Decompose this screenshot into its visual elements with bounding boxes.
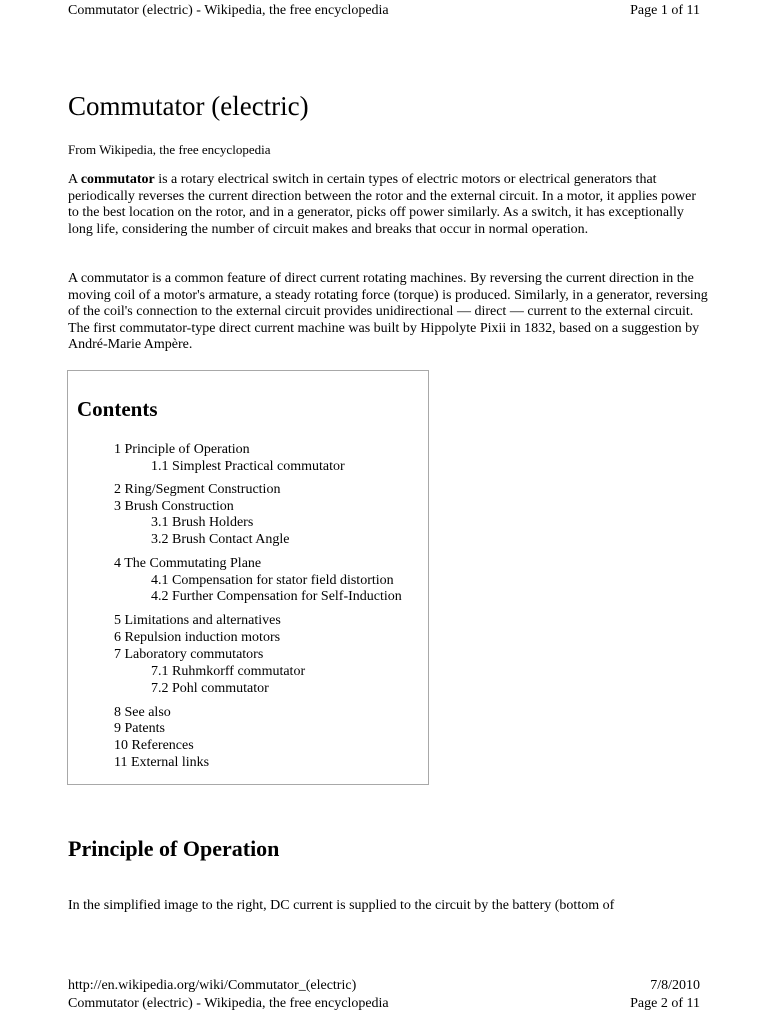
toc-item-2[interactable]: 2 Ring/Segment Construction — [114, 482, 281, 497]
section-title-principle: Principle of Operation — [68, 836, 280, 861]
intro-paragraph-2: A commutator is a common feature of direct current rotating machines. By reversing the current direction in the moving coil of a motor's armature, a steady rotating force (torque) is produced. Similarly, in a generator, reversing of the coil's connection to the external circuit provides unidirectional — direct — current to the external circuit. The first commutator-type direct current machine was built by Hippolyte Pixii in 1832, based on a suggestion by André-Marie Ampère. — [68, 271, 708, 352]
toc-item-3[interactable]: 3 Brush Construction — [114, 499, 234, 514]
toc-item-8[interactable]: 8 See also — [114, 705, 171, 720]
toc-title: Contents — [77, 397, 158, 421]
toc-item-11[interactable]: 11 External links — [114, 755, 210, 770]
page-header-page-number: Page 1 of 11 — [630, 3, 700, 18]
article-subtitle: From Wikipedia, the free encyclopedia — [68, 142, 271, 157]
toc-item-5[interactable]: 5 Limitations and alternatives — [114, 613, 281, 628]
toc-item-6[interactable]: 6 Repulsion induction motors — [114, 630, 281, 645]
toc-item-7[interactable]: 7 Laboratory commutators — [114, 647, 264, 662]
page-header-title-2: Commutator (electric) - Wikipedia, the free encyclopedia — [68, 996, 389, 1011]
table-of-contents — [67, 370, 429, 785]
toc-item-4-1[interactable]: 4.1 Compensation for stator field distortion — [151, 573, 394, 588]
toc-item-4-2[interactable]: 4.2 Further Compensation for Self-Induction — [151, 589, 402, 604]
toc-item-10[interactable]: 10 References — [114, 738, 194, 753]
page-footer-date: 7/8/2010 — [650, 978, 700, 993]
toc-item-3-2[interactable]: 3.2 Brush Contact Angle — [151, 532, 290, 547]
page-footer-url: http://en.wikipedia.org/wiki/Commutator_(electric) — [68, 978, 357, 993]
para1-prefix: A — [68, 172, 81, 187]
para1-rest: is a rotary electrical switch in certain types of electric motors or electrical generators that periodically reverses the current direction between the rotor and the external circuit. In a motor, it applies power to the best location on the rotor, and in a generator, picks off power similarly. As a switch, it has exceptionally long life, considering the number of circuit makes and breaks that occur in normal operation. — [68, 172, 697, 237]
toc-item-1[interactable]: 1 Principle of Operation — [114, 442, 250, 457]
intro-paragraph-1 — [68, 172, 708, 238]
page-header-page-number-2: Page 2 of 11 — [630, 996, 700, 1011]
toc-item-1-1[interactable]: 1.1 Simplest Practical commutator — [151, 459, 345, 474]
toc-item-9[interactable]: 9 Patents — [114, 721, 165, 736]
article-title: Commutator (electric) — [68, 91, 309, 121]
toc-item-7-2[interactable]: 7.2 Pohl commutator — [151, 681, 269, 696]
page-header-title: Commutator (electric) - Wikipedia, the free encyclopedia — [68, 3, 389, 18]
section-paragraph: In the simplified image to the right, DC current is supplied to the circuit by the battery (bottom of — [68, 898, 615, 913]
para1-bold-term: commutator — [80, 172, 155, 187]
toc-item-4[interactable]: 4 The Commutating Plane — [114, 556, 262, 571]
toc-item-7-1[interactable]: 7.1 Ruhmkorff commutator — [151, 664, 306, 679]
toc-item-3-1[interactable]: 3.1 Brush Holders — [151, 515, 254, 530]
